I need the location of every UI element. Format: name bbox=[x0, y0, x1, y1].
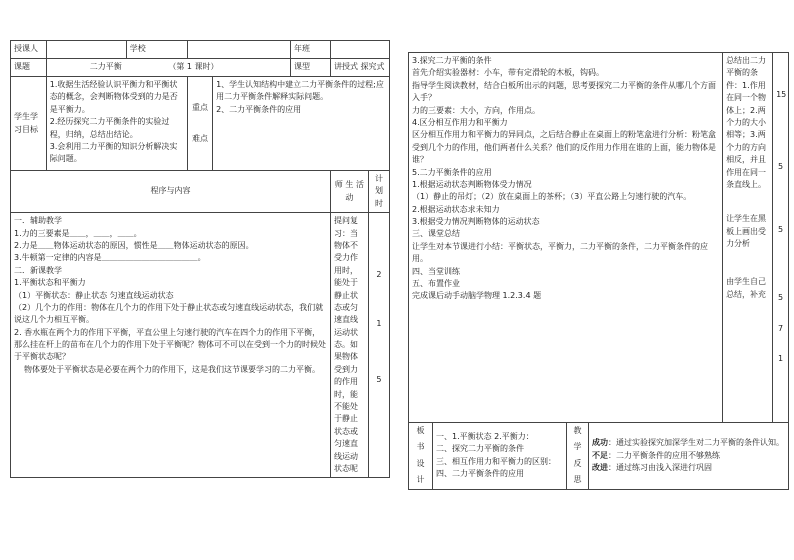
topic-period: （第 1 课时） bbox=[168, 62, 219, 72]
content-line: 2. 香水瓶在两个力的作用下平衡，平直公里上匀速行驶的汽车在四个力的作用下平衡，那么挂在杆上的苗布在几个力的作用下处于平衡呢？物体可不可以在受到一个力的时候处于平衡状态呢？ bbox=[14, 327, 326, 362]
content-line: 1.力的三要素是＿＿，＿＿，＿＿。 bbox=[14, 228, 142, 238]
board-label: 板 书 设 计 bbox=[409, 423, 433, 490]
lesson-plan-table-right bbox=[408, 52, 789, 490]
goals-content bbox=[46, 77, 187, 171]
topic-label: 课题 bbox=[11, 59, 47, 77]
type-label: 课型 bbox=[290, 59, 330, 77]
focus-label: 重点 bbox=[191, 103, 208, 113]
content-line: 力的三要素：大小，方向，作用点。 bbox=[412, 105, 540, 115]
content-line: 二．新课教学 bbox=[14, 265, 62, 275]
focus-item: 1、学生认知结构中建立二力平衡条件的过程;应用二力平衡条件解释实际问题。 bbox=[216, 80, 384, 102]
content-line: 2.根据运动状态求未知力 bbox=[412, 204, 500, 214]
reflection-item: 成功：通过实验探究加深学生对二力平衡的条件认知。 bbox=[592, 438, 784, 448]
procedure-content bbox=[11, 213, 331, 478]
content-line: 完成课后动手动脑学物理 1.2.3.4 题 bbox=[412, 291, 542, 301]
school-label: 学校 bbox=[126, 41, 187, 59]
focus-item: 2、二力平衡条件的应用 bbox=[216, 104, 302, 114]
content-line: 让学生对本节课进行小结：平衡状态，平衡力，二力平衡的条件，二力平衡条件的应用。 bbox=[412, 241, 708, 264]
time-value: 5 bbox=[778, 224, 784, 234]
time-value: 1 bbox=[778, 353, 784, 363]
board-item: 四、二力平衡条件的应用 bbox=[436, 469, 524, 479]
time-value: 1 bbox=[376, 318, 382, 328]
teacher-activity: 提问复习：当物体不受力作用时，能处于静止状态或匀速直线运动状态。如果物体受到力的作用时，能不能处于静止状态或匀速直线运动状态呢 bbox=[330, 213, 368, 478]
content-line: （1）平衡状态：静止状态 匀速直线运动状态 bbox=[14, 290, 174, 300]
content-line: 区分相互作用力和平衡力的异同点，之后结合静止在桌面上的粉笔盒进行分析：粉笔盒受到几个力的作用，他们两者什么关系？他们的反作用力作用在谁的上面，能力物体是谁？ bbox=[412, 130, 716, 165]
right-page bbox=[408, 52, 788, 507]
reflection-label: 教 学 反 思 bbox=[567, 423, 589, 490]
reflection-content bbox=[589, 423, 789, 490]
activity-header: 师 生 活 动 bbox=[330, 171, 368, 213]
board-item: 二、探究二力平衡的条件 bbox=[436, 444, 524, 454]
focus-content bbox=[213, 77, 390, 171]
lesson-plan-table-left bbox=[10, 40, 390, 478]
teacher-label: 授课人 bbox=[11, 41, 47, 59]
content-line: 三、课堂总结 bbox=[412, 229, 460, 239]
procedure-content-right bbox=[409, 53, 723, 423]
content-line: 物体要处于平衡状态是必要在两个力的作用下，这是我们这节课要学习的二力平衡。 bbox=[24, 364, 320, 374]
reflection-item: 不足：二力平衡条件的应用不够熟练 bbox=[592, 450, 720, 460]
board-item: 三、相互作用力和平衡力的区别： bbox=[436, 456, 556, 466]
procedure-header: 程序与内容 bbox=[11, 171, 331, 213]
content-line: 指导学生阅读教材，结合白板所出示的问题，思考要探究二力平衡的条件从哪几个方面入手？ bbox=[412, 80, 716, 103]
content-line: 1.根据运动状态判断物体受力情况 bbox=[412, 179, 532, 189]
plan-time-header: 计划时 bbox=[368, 171, 389, 213]
grade-label: 年班 bbox=[290, 41, 330, 59]
time-value: 5 bbox=[778, 293, 784, 303]
time-value: 5 bbox=[376, 374, 382, 384]
summary-text: 由学生自己总结，补充 bbox=[726, 277, 767, 299]
board-item: 一、1.平衡状态 2.平衡力： bbox=[436, 432, 534, 441]
type-value: 讲授式 探究式 bbox=[330, 59, 389, 77]
goal-item: 3.会利用二力平衡的知识分析解决实际问题。 bbox=[49, 141, 178, 164]
content-line: 3.根据受力情况判断物体的运动状态 bbox=[412, 217, 540, 227]
content-line: 2.力是＿＿物体运动状态的原因，惯性是＿＿物体运动状态的原因。 bbox=[14, 240, 254, 250]
topic-title: 二力平衡 bbox=[89, 62, 122, 72]
content-line: 4.区分相互作用力和平衡力 bbox=[412, 117, 508, 127]
content-line: （2）几个力的作用：物体在几个力的作用下处于静止状态或匀速直线运动状态，我们就说这几个力相互平衡。 bbox=[14, 302, 324, 325]
time-value: 2 bbox=[376, 270, 382, 280]
summary-text: 总结出二力平衡的条件：1.作用在同一个物体上；2.两个力的大小相等；3.两个力的方向相反，并且作用在同一条直线上。 bbox=[726, 56, 767, 189]
time-value: 5 bbox=[778, 162, 784, 172]
reflection-item: 改进：通过练习由浅入深进行巩固 bbox=[592, 462, 712, 472]
content-line: 3.探究二力平衡的条件 bbox=[412, 56, 492, 65]
goals-label: 学生学习目标 bbox=[11, 77, 47, 171]
content-line: 5.二力平衡条件的应用 bbox=[412, 167, 492, 177]
content-line: （1）静止的吊灯；（2）放在桌面上的茶杯；（3）平直公路上匀速行驶的汽车。 bbox=[412, 192, 692, 202]
content-line: 3.牛顿第一定律的内容是＿＿＿＿＿＿＿＿＿＿＿＿。 bbox=[14, 253, 206, 263]
content-line: 四、当堂训练 bbox=[412, 266, 460, 276]
time-value: 7 bbox=[778, 323, 784, 333]
summary-text: 让学生在黑板上画出受力分析 bbox=[726, 214, 767, 249]
time-value: 15 bbox=[776, 90, 787, 99]
left-page bbox=[10, 40, 390, 510]
board-content bbox=[433, 423, 567, 490]
content-line: 一．辅助教学 bbox=[14, 216, 62, 226]
goal-item: 1.收据生活经验认识平衡力和平衡状态的概念，会判断物体受到的力是否是平衡力。 bbox=[49, 80, 178, 114]
content-line: 1.平衡状态和平衡力 bbox=[14, 278, 86, 288]
content-line: 五、布置作业 bbox=[412, 279, 460, 289]
content-line: 首先介绍实验器材：小车，带有定滑轮的木板，钩码。 bbox=[412, 68, 604, 78]
student-activity-right bbox=[723, 53, 773, 423]
goal-item: 2.经历探究二力平衡条件的实验过程，归纳，总结出结论。 bbox=[49, 117, 170, 139]
difficulty-label: 难点 bbox=[191, 133, 208, 143]
